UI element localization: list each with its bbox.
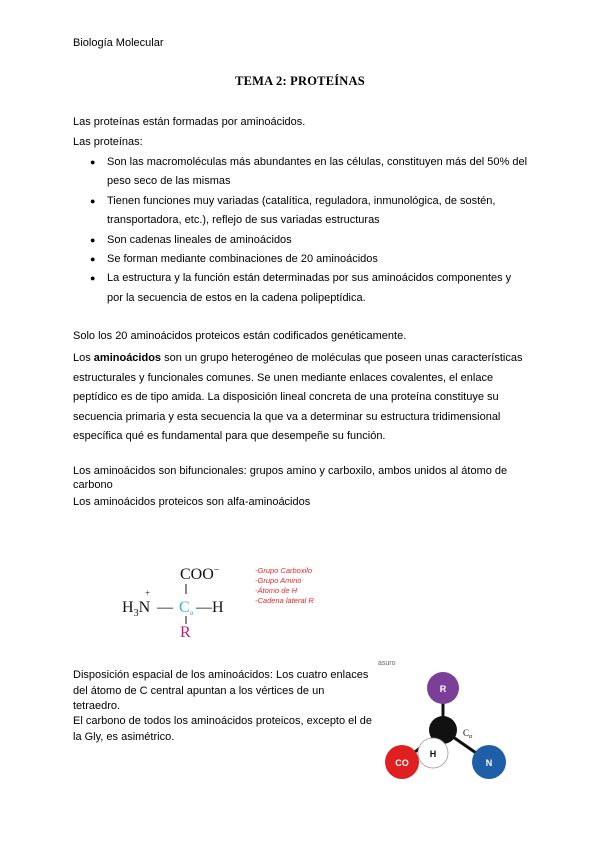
paragraph-asymmetric: El carbono de todos los aminoácidos proteicos, excepto el de la Gly, es asimétrico. bbox=[73, 715, 373, 743]
page-title: TEMA 2: PROTEÍNAS bbox=[235, 74, 365, 88]
paragraph-spatial: Disposición espacial de los aminoácidos: Los cuatro enlaces del átomo de C central apuntan a los vértices de un tetraedro. bbox=[73, 669, 369, 712]
amino-charge-label: + bbox=[145, 588, 151, 598]
bullet-icon: ● bbox=[90, 195, 96, 206]
paragraph-alpha: Los aminoácidos proteicos son alfa-aminoácidos bbox=[73, 496, 311, 508]
alpha-carbon-label: Cα bbox=[179, 599, 194, 617]
bullet-icon: ● bbox=[90, 254, 96, 265]
list-item: ● Tienen funciones muy variadas (catalítica, reguladora, inmunológica, de sostén, transportadora, etc.), reflejo de sus variadas estructuras bbox=[90, 192, 530, 231]
list-item: ● La estructura y la función están determinadas por sus aminoácidos componentes y por la secuencia de estos en la cadena polipeptídica. bbox=[90, 269, 530, 308]
paragraph-bifunctional: Los aminoácidos son bifuncionales: grupos amino y carboxilo, ambos unidos al átomo de carbono bbox=[73, 465, 508, 491]
legend-item: -Grupo Amino bbox=[255, 576, 302, 585]
carboxyl-group-label: COO− bbox=[180, 565, 220, 583]
intro-line-1: Las proteínas están formadas por aminoácidos. bbox=[73, 116, 306, 128]
cropped-caption-fragment: asuro bbox=[378, 660, 396, 667]
amino-group-label: $H_3N$ bbox=[122, 599, 151, 619]
legend-item: -Grupo Carboxilo bbox=[255, 566, 313, 575]
svg-text:CO: CO bbox=[395, 758, 409, 768]
svg-text:R: R bbox=[439, 684, 447, 694]
list-item: ● Se forman mediante combinaciones de 20 aminoácidos bbox=[90, 250, 530, 269]
running-header: Biología Molecular bbox=[73, 37, 164, 49]
term-aminoacidos: aminoácidos bbox=[93, 352, 162, 364]
alpha-carbon-caption: $C_\alpha$ bbox=[463, 728, 473, 740]
svg-text:H: H bbox=[429, 749, 437, 759]
legend-item: -Cadena lateral R bbox=[255, 596, 314, 605]
bullet-icon: ● bbox=[90, 273, 96, 284]
list-item: ● Son las macromoléculas más abundantes en las células, constituyen más del 50% del peso seco de las mismas bbox=[90, 153, 530, 192]
tetrahedral-model-diagram bbox=[380, 662, 530, 812]
hydrogen-label: —H bbox=[196, 599, 224, 616]
paragraph-codified: Solo los 20 aminoácidos proteicos están codificados genéticamente. bbox=[73, 330, 407, 342]
aminoacid-formula-diagram bbox=[120, 560, 250, 641]
list-item: ● Son cadenas lineales de aminoácidos bbox=[90, 231, 530, 250]
bullet-icon: ● bbox=[90, 234, 96, 245]
legend-item: -Átomo de H bbox=[255, 586, 298, 595]
protein-properties-list bbox=[90, 153, 530, 308]
side-chain-r-label: R bbox=[180, 624, 191, 641]
bullet-icon: ● bbox=[90, 157, 96, 167]
formula-legend bbox=[255, 566, 314, 606]
paragraph-aminoacids: Los aminoácidos son un grupo heterogéneo de moléculas que poseen unas características estructurales y funcionales comunes. Se unen mediante enlaces covalentes, el enlace peptídico es de tipo amida. La disposición lineal concreta de una proteína constituye su secuencia primaria y esta secuencia la que va a determinar su estructura tridimensional específica qué es fundamental para que desempeñe su función. bbox=[73, 352, 523, 442]
bond-left: — bbox=[157, 599, 173, 616]
svg-text:N: N bbox=[485, 758, 493, 768]
intro-line-2: Las proteínas: bbox=[73, 136, 143, 148]
